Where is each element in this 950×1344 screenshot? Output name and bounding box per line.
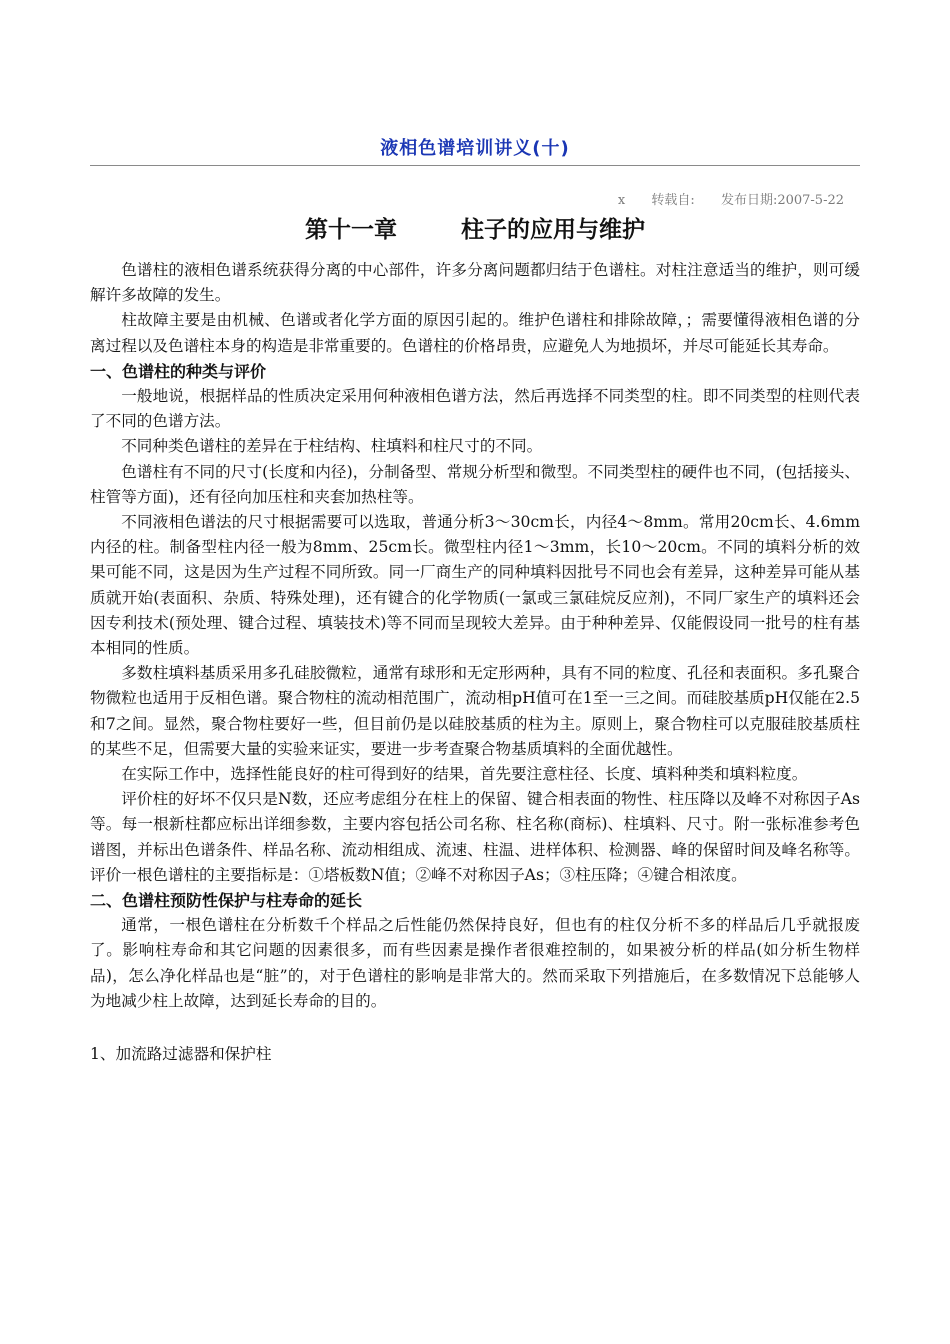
subsection-filter-guard: 1、加流路过滤器和保护柱 bbox=[90, 1045, 272, 1064]
paragraph-column-failure: 柱故障主要是由机械、色谱或者化学方面的原因引起的。维护色谱柱和排除故障，；需要懂得液相色谱的分离过程以及色谱柱本身的构造是非常重要的。色谱柱的价格昂贵，应避免人为地损坏，并尽可能延长其寿命。 bbox=[90, 311, 860, 355]
paragraph-method-selection: 一般地说，根据样品的性质决定采用何种液相色谱方法，然后再选择不同类型的柱。即不同类型的柱则代表了不同的色谱方法。 bbox=[90, 387, 860, 431]
section-heading-2: 二、色谱柱预防性保护与柱寿命的延长 bbox=[90, 891, 363, 911]
paragraph-dimensions: 不同液相色谱法的尺寸根据需要可以选取，普通分析3～30cm长，内径4～8mm。常用20cm长、4.6mm内径的柱。制备型柱内径一般为8mm、25cm长。微型柱内径1～3mm，长10～20cm。不同的填料分析的效果可能不同，这是因为生产过程不同所致。同一厂商生产的同种填料因批号不同也会有差异，这种差异可能从基质就开始(表面积、杂质、特殊处理)，还有键合的化学物质(一氯或三氯硅烷反应剂)，不同厂家生产的填料还会因专利技术(预处理、键合过程、填装技术)等不同而呈现较大差异。由于种种差异、仅能假设同一批号的柱有基本相同的性质。 bbox=[90, 513, 860, 658]
section-heading-1: 一、色谱柱的种类与评价 bbox=[90, 361, 267, 381]
paragraph-packing-matrix: 多数柱填料基质采用多孔硅胶微粒，通常有球形和无定形两种，具有不同的粒度、孔径和表面积。多孔聚合物微粒也适用于反相色谱。聚合物柱的流动相范围广，流动相pH值可在1至一三之间。而硅胶基质pH仅能在2.5和7之间。显然，聚合物柱要好一些，但目前仍是以硅胶基质的柱为主。原则上，聚合物柱可以克服硅胶基质柱的某些不足，但需要大量的实验来证实，要进一步考查聚合物基质填料的全面优越性。 bbox=[90, 664, 860, 758]
chapter-heading: 第十一章 柱子的应用与维护 bbox=[304, 217, 646, 243]
paragraph-evaluation: 评价柱的好坏不仅只是N数，还应考虑组分在柱上的保留、键合相表面的物性、柱压降以及峰不对称因子As等。每一根新柱都应标出详细参数，主要内容包括公司名称、柱名称(商标)、柱填料、尺寸。附一张标准参考色谱图，并标出色谱条件、样品名称、流动相组成、流速、柱温、进样体积、检测器、峰的保留时间及峰名称等。评价一根色谱柱的主要指标是：①塔板数N值；②峰不对称因子As；③柱压降；④键合相浓度。 bbox=[90, 790, 860, 884]
article-meta bbox=[618, 189, 844, 208]
paragraph-selection-tips: 在实际工作中，选择性能良好的柱可得到好的结果，首先要注意柱径、长度、填料种类和填料粒度。 bbox=[121, 765, 808, 784]
meta-publish-date: 发布日期:2007-5-22 bbox=[720, 193, 844, 208]
paragraph-column-lifetime: 通常，一根色谱柱在分析数千个样品之后性能仍然保持良好，但也有的柱仅分析不多的样品后几乎就报废了。影响柱寿命和其它问题的因素很多，而有些因素是操作者很难控制的，如果被分析的样品(如分析生物样品)，怎么净化样品也是“脏”的，对于色谱柱的影响是非常大的。然而采取下列措施后，在多数情况下总能够人为地减少柱上故障，达到延长寿命的目的。 bbox=[90, 916, 860, 1010]
paragraph-intro: 色谱柱的液相色谱系统获得分离的中心部件，许多分离问题都归结于色谱柱。对柱注意适当的维护，则可缓解许多故障的发生。 bbox=[90, 261, 860, 305]
meta-source: 转载自: bbox=[651, 193, 695, 208]
paragraph-column-differences: 不同种类色谱柱的差异在于柱结构、柱填料和柱尺寸的不同。 bbox=[121, 437, 543, 456]
title-divider bbox=[90, 165, 860, 166]
meta-x: x bbox=[617, 193, 626, 208]
paragraph-column-sizes: 色谱柱有不同的尺寸(长度和内径)，分制备型、常规分析型和微型。不同类型柱的硬件也不同，(包括接头、柱管等方面)，还有径向加压柱和夹套加热柱等。 bbox=[90, 462, 860, 506]
article-body bbox=[90, 258, 860, 1067]
document-title: 液相色谱培训讲义(十) bbox=[380, 138, 570, 159]
